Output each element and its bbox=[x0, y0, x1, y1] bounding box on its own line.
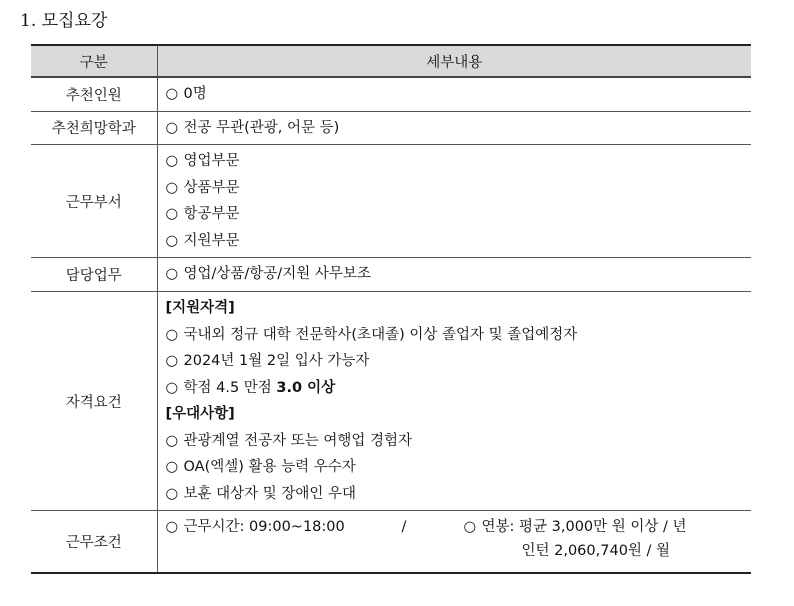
table-row bbox=[31, 77, 751, 111]
row-category: 담당업무 bbox=[31, 258, 157, 292]
gpa-requirement: 3.0 이상 bbox=[276, 379, 336, 396]
list-item: ○ 전공 무관(관광, 어문 등) bbox=[166, 115, 742, 142]
salary: ○ 연봉: 평균 3,000만 원 이상 / 년 bbox=[464, 516, 687, 538]
row-category: 추천희망학과 bbox=[31, 111, 157, 145]
table-header-row bbox=[31, 45, 751, 77]
intern-salary: 인턴 2,060,740원 / 월 bbox=[521, 543, 671, 559]
table-row bbox=[31, 145, 751, 258]
bullet-circle: ○ bbox=[165, 119, 179, 136]
work-conditions bbox=[166, 514, 742, 569]
list-item: ○ 국내외 정규 대학 전문학사(초대졸) 이상 졸업자 및 졸업예정자 bbox=[166, 322, 742, 349]
table-row bbox=[31, 111, 751, 145]
bullet-circle: ○ bbox=[463, 519, 477, 535]
section-heading-eligibility: [지원자격] bbox=[165, 300, 235, 316]
row-details bbox=[157, 111, 751, 145]
bullet-circle: ○ bbox=[165, 86, 179, 102]
page-title: 1. 모집요강 bbox=[20, 11, 108, 31]
bullet-circle: ○ bbox=[165, 153, 179, 169]
list-item: ○ 보훈 대상자 및 장애인 우대 bbox=[166, 481, 742, 508]
gpa-text: 학점 4.5 만점 bbox=[183, 379, 277, 396]
table-row bbox=[31, 258, 751, 292]
work-hours: ○ 근무시간: 09:00~18:00 bbox=[166, 516, 345, 538]
row-category: 근무부서 bbox=[31, 145, 157, 258]
section-heading-preferred: [우대사항] bbox=[165, 406, 235, 422]
row-details bbox=[157, 145, 751, 258]
row-details bbox=[157, 511, 751, 574]
table-row bbox=[31, 292, 751, 511]
bullet-circle: ○ bbox=[165, 232, 179, 249]
row-category: 자격요건 bbox=[31, 292, 157, 511]
list-item: ○ 영업/상품/항공/지원 사무보조 bbox=[166, 261, 742, 288]
bullet-circle: ○ bbox=[165, 353, 179, 369]
bullet-circle: ○ bbox=[165, 485, 179, 502]
header-details: 세부내용 bbox=[157, 45, 751, 77]
table-row bbox=[31, 511, 751, 574]
list-item: ○ 상품부문 bbox=[166, 175, 742, 202]
row-details bbox=[157, 77, 751, 111]
list-item: ○ 항공부문 bbox=[166, 201, 742, 228]
list-item: ○ 2024년 1월 2일 입사 가능자 bbox=[166, 348, 742, 375]
bullet-circle: ○ bbox=[165, 206, 179, 222]
bullet-circle: ○ bbox=[165, 459, 179, 475]
separator-slash: / bbox=[401, 519, 407, 535]
list-item: ○ 0명 bbox=[166, 81, 742, 108]
bullet-circle: ○ bbox=[165, 519, 179, 535]
list-item: ○ 지원부문 bbox=[166, 228, 742, 255]
bullet-circle: ○ bbox=[165, 379, 179, 396]
list-item: ○ 영업부문 bbox=[166, 148, 742, 175]
recruitment-table bbox=[31, 44, 751, 574]
header-category: 구분 bbox=[31, 45, 157, 77]
row-details bbox=[157, 258, 751, 292]
list-item bbox=[166, 375, 742, 402]
bullet-circle: ○ bbox=[165, 432, 179, 449]
list-item: ○ 관광계열 전공자 또는 여행업 경험자 bbox=[166, 428, 742, 455]
bullet-circle: ○ bbox=[165, 179, 179, 196]
bullet-circle: ○ bbox=[165, 266, 179, 283]
row-category: 추천인원 bbox=[31, 77, 157, 111]
list-item: ○ OA(엑셀) 활용 능력 우수자 bbox=[166, 454, 742, 481]
row-category: 근무조건 bbox=[31, 511, 157, 574]
bullet-circle: ○ bbox=[165, 326, 179, 343]
row-details bbox=[157, 292, 751, 511]
